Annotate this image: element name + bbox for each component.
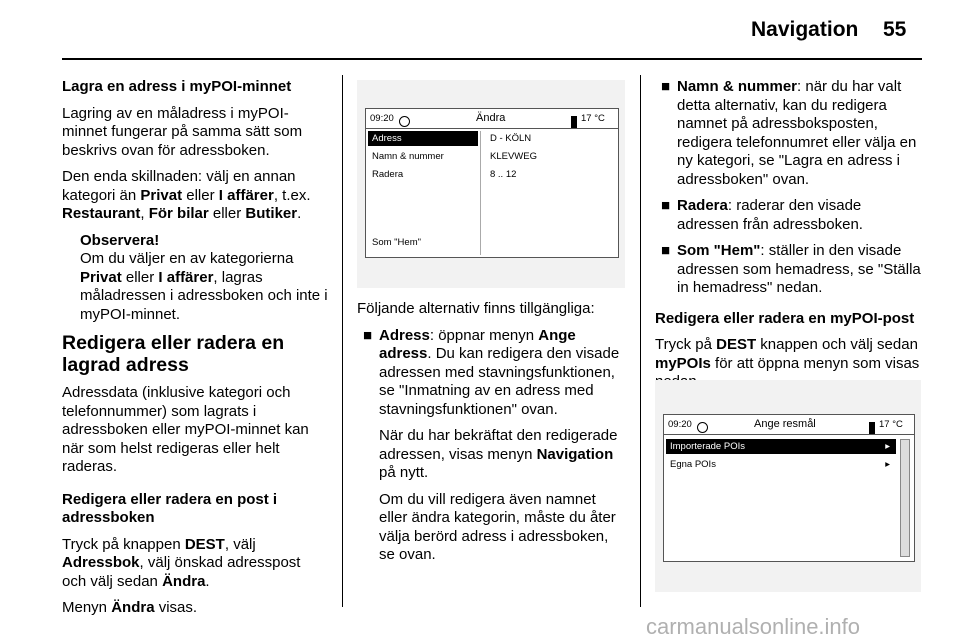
chevron-right-icon: ▸ (885, 441, 890, 452)
paragraph: Menyn Ändra visas. (62, 599, 198, 616)
bullet-subparagraph: När du har bekräftat den redigerade adressen, visas menyn Navigation på nytt. (379, 427, 618, 481)
menu-item-som-hem[interactable]: Som "Hem" (372, 237, 421, 248)
menu-item-adress[interactable]: Adress (368, 131, 478, 146)
bullet-radera: ■ Radera: raderar den visade adressen från adressboken. (661, 197, 863, 233)
bullet-som-hem: ■ Som "Hem": ställer in den visade adressen som hemadress, se "Ställa in hemadress" nedan. (661, 242, 921, 296)
temperature: 17 °C (879, 419, 903, 430)
paragraph: Följande alternativ finns tillgängliga: (357, 300, 595, 317)
menu-item-egna-pois[interactable]: Egna POIs ▸ (670, 459, 890, 470)
menu-item-importerade-pois[interactable]: Importerade POIs ▸ (666, 439, 896, 454)
bullet-adress: ■ Adress: öppnar menyn Ange adress. Du kan redigera den visade adressen med stavningsfunktionen, se "Inmatning av en adress med stavningsfunktionen" ovan. (363, 326, 620, 418)
section-heading: Redigera eller radera en post i adressboken (62, 490, 278, 526)
paragraph: Adressdata (inklusive kategori och telefonnummer) som lagrats i adressboken eller myPOI-minnet kan när som helst redigeras eller helt raderas. (62, 384, 309, 475)
column-divider-left (342, 75, 343, 607)
section-heading-large: Redigera eller radera en lagrad adress (62, 332, 285, 376)
menu-item-namn-nummer[interactable]: Namn & nummer (372, 151, 444, 162)
bullet-namn-nummer: ■ Namn & nummer: när du har valt detta alternativ, kan du redigera namnet på adressboksposten, redigera telefonnumret eller välja en ny kategori, se "Lagra en adress i adressboken" ovan. (661, 78, 917, 188)
paragraph: Lagring av en måladress i myPOI-minnet fungerar på samma sätt som beskrivs ovan för adressboken. (62, 104, 303, 159)
watermark: carmanualsonline.info (646, 614, 861, 639)
page-number: 55 (883, 18, 907, 41)
clock-time: 09:20 (668, 419, 692, 430)
address-street: KLEVWEG (490, 151, 537, 162)
paragraph: Tryck på DEST knappen och välj sedan myPOIs för att öppna menyn som visas (655, 336, 920, 372)
display-screen (365, 108, 619, 258)
address-city: D - KÖLN (490, 133, 532, 144)
scrollbar[interactable] (900, 439, 910, 557)
temperature: 17 °C (581, 113, 605, 124)
screenshot-ange-resmal-menu (655, 380, 921, 592)
header-rule (62, 58, 922, 60)
left-column (62, 78, 328, 626)
screen-title: Ange resmål (754, 418, 816, 430)
status-bar (366, 109, 618, 129)
page-header-title: Navigation (751, 18, 859, 41)
paragraph: Tryck på knappen DEST, välj Adressbok, välj önskad adresspost och välj sedan Ändra. (62, 535, 301, 590)
right-column (655, 78, 923, 400)
bullet-subparagraph: Om du vill redigera även namnet eller ändra kategorin, måste du åter välja berörd adress i adressboken, se ovan. (379, 490, 616, 563)
note-title: Observera! (80, 231, 160, 249)
section-heading: Lagra en adress i myPOI-minnet (62, 78, 292, 95)
status-bar (664, 415, 914, 435)
chevron-right-icon: ▸ (885, 459, 890, 470)
section-heading: Redigera eller radera en myPOI-post (655, 309, 915, 327)
note-text: Om du väljer en av kategorierna Privat eller I affärer, lagras måladressen i adressboken och inte i myPOI-minnet. (80, 250, 328, 323)
column-divider-right (640, 75, 641, 607)
menu-divider (480, 131, 481, 255)
paragraph: Den enda skillnaden: välj en annan kategori än Privat eller I affärer, t.ex. Restaurant, För bilar eller Butiker. (62, 168, 311, 222)
screenshot-andra-menu (357, 80, 625, 288)
note-block (80, 232, 328, 325)
middle-column (357, 300, 627, 573)
clock-time: 09:20 (370, 113, 394, 124)
address-number: 8 .. 12 (490, 169, 517, 180)
screen-title: Ändra (476, 112, 506, 124)
display-screen (663, 414, 915, 562)
menu-item-radera[interactable]: Radera (372, 169, 404, 180)
